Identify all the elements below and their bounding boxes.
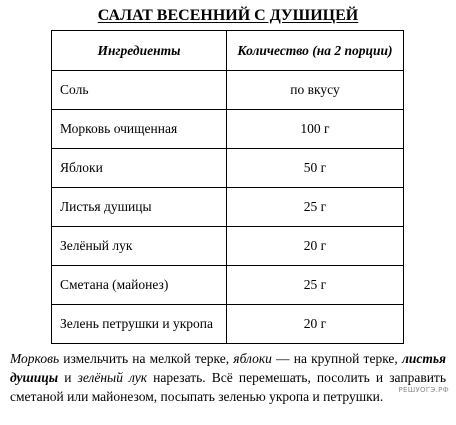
table-row — [52, 227, 404, 266]
ingredient-name: Зелёный лук — [52, 227, 227, 266]
instructions-apples: яблоки — [233, 351, 272, 366]
ingredient-quantity: 25 г — [227, 266, 404, 305]
table-row — [52, 110, 404, 149]
table-row — [52, 266, 404, 305]
recipe-instructions — [10, 349, 446, 406]
ingredient-quantity: 25 г — [227, 188, 404, 227]
instructions-green-onion: зелёный лук — [77, 370, 148, 385]
recipe-title: САЛАТ ВЕСЕННИЙ С ДУШИЦЕЙ — [97, 7, 359, 24]
ingredient-quantity: по вкусу — [227, 71, 404, 110]
ingredient-name: Морковь очищенная — [52, 110, 227, 149]
table-row — [52, 149, 404, 188]
ingredient-quantity: 20 г — [227, 305, 404, 344]
ingredient-name: Яблоки — [52, 149, 227, 188]
ingredient-name: Соль — [52, 71, 227, 110]
instructions-carrot: Морковь — [10, 351, 60, 366]
instructions-text: — на крупной терке, — [271, 351, 402, 366]
instructions-text: нарезать. Всё перемешать, посолить и заправить сметаной или майонезом, посыпать зеленью укропа и петрушки. — [10, 370, 446, 404]
instructions-text: измельчить на мелкой терке, — [59, 351, 234, 366]
instructions-oregano-leaves: листья душицы — [10, 351, 446, 385]
header-ingredients: Ингредиенты — [52, 31, 227, 71]
table-header-row — [52, 31, 404, 71]
header-quantity: Количество (на 2 порции) — [227, 31, 404, 71]
ingredients-table — [51, 30, 404, 344]
table-row — [52, 188, 404, 227]
ingredient-quantity: 50 г — [227, 149, 404, 188]
ingredient-name: Сметана (майонез) — [52, 266, 227, 305]
watermark: РЕШУОГЭ.РФ — [398, 386, 449, 394]
table-row — [52, 71, 404, 110]
ingredient-quantity: 100 г — [227, 110, 404, 149]
ingredient-name: Зелень петрушки и укропа — [52, 305, 227, 344]
ingredient-quantity: 20 г — [227, 227, 404, 266]
ingredient-name: Листья душицы — [52, 188, 227, 227]
instructions-text: и — [58, 370, 78, 385]
table-row — [52, 305, 404, 344]
